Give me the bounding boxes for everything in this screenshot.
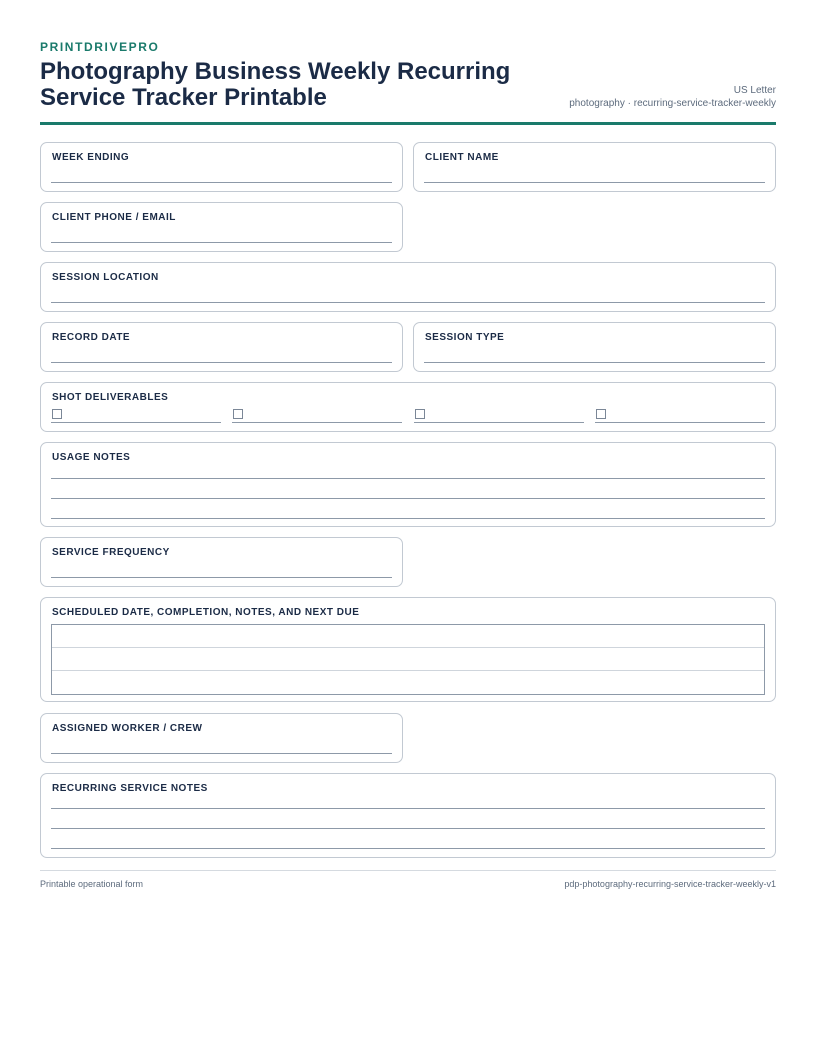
week-ending-field [40,142,403,192]
schedule-table-field [40,597,776,702]
assigned-worker-field [40,713,403,763]
client-contact-label: CLIENT PHONE / EMAIL [52,212,176,223]
shot-deliverables-field [40,382,776,432]
schedule-table [51,624,765,695]
deliverable-input-line[interactable] [51,422,221,423]
recurring-notes-field [40,773,776,858]
deliverable-input-line[interactable] [414,422,584,423]
week-ending-label: WEEK ENDING [52,152,130,163]
assigned-worker-input-line[interactable] [51,753,392,754]
record-date-field [40,322,403,372]
form-slug-label: photography · recurring-service-tracker-weekly [569,98,776,109]
brand-name: PRINTDRIVEPRO [40,40,160,54]
usage-notes-line[interactable] [51,478,765,479]
deliverable-checkbox[interactable] [52,409,62,419]
shot-deliverables-label: SHOT DELIVERABLES [52,392,169,403]
usage-notes-field [40,442,776,527]
session-type-label: SESSION TYPE [425,332,505,343]
page-title: Photography Business Weekly Recurring Service Tracker Printable [40,58,511,111]
footer-form-id: pdp-photography-recurring-service-tracker-weekly-v1 [564,879,776,889]
deliverable-checkbox[interactable] [233,409,243,419]
usage-notes-line[interactable] [51,498,765,499]
recurring-notes-line[interactable] [51,848,765,849]
footer-divider [40,870,776,871]
client-name-label: CLIENT NAME [425,152,499,163]
session-type-input-line[interactable] [424,362,765,363]
deliverable-input-line[interactable] [232,422,402,423]
footer-caption: Printable operational form [40,879,144,889]
deliverable-checkbox[interactable] [596,409,606,419]
service-frequency-field [40,537,403,587]
schedule-table-row[interactable] [52,625,764,648]
schedule-table-row[interactable] [52,671,764,694]
record-date-label: RECORD DATE [52,332,131,343]
service-frequency-label: SERVICE FREQUENCY [52,547,170,558]
record-date-input-line[interactable] [51,362,392,363]
deliverable-input-line[interactable] [595,422,765,423]
schedule-table-row[interactable] [52,648,764,671]
recurring-notes-label: RECURRING SERVICE NOTES [52,783,208,794]
client-name-field [413,142,776,192]
recurring-notes-line[interactable] [51,828,765,829]
service-frequency-input-line[interactable] [51,577,392,578]
usage-notes-label: USAGE NOTES [52,452,131,463]
session-type-field [413,322,776,372]
schedule-table-label: SCHEDULED DATE, COMPLETION, NOTES, AND NEXT DUE [52,607,360,618]
client-contact-field [40,202,403,252]
header-divider [40,122,776,125]
session-location-field [40,262,776,312]
paper-size-label: US Letter [733,85,776,96]
week-ending-input-line[interactable] [51,182,392,183]
client-name-input-line[interactable] [424,182,765,183]
recurring-notes-line[interactable] [51,808,765,809]
assigned-worker-label: ASSIGNED WORKER / CREW [52,723,203,734]
usage-notes-line[interactable] [51,518,765,519]
session-location-label: SESSION LOCATION [52,272,159,283]
session-location-input-line[interactable] [51,302,765,303]
client-contact-input-line[interactable] [51,242,392,243]
deliverable-checkbox[interactable] [415,409,425,419]
